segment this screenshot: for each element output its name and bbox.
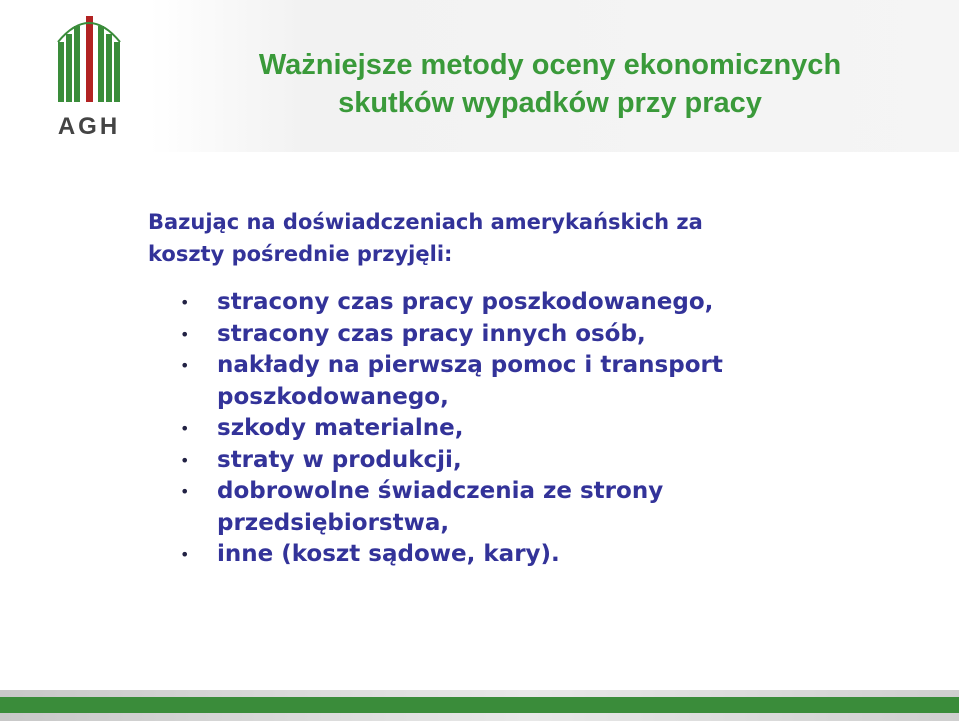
bullet-list [178,287,938,571]
bullet-dot-icon: • [180,545,190,564]
bullet-item [178,476,938,539]
slide-title-line-1: Ważniejsze metody oceny ekonomicznych [258,49,842,81]
bullet-text-line: poszkodowanego, [217,383,449,410]
bullet-text-line: stracony czas pracy innych osób, [217,320,646,347]
bullet-dot-icon: • [180,419,190,438]
bullet-item [178,539,938,571]
bullet-text-line: inne (koszt sądowe, kary). [217,541,560,567]
bullet-text-line: dobrowolne świadczenia ze strony [217,478,664,504]
bullet-item [178,413,938,445]
bullet-dot-icon: • [180,356,190,375]
bullet-dot-icon: • [180,482,190,501]
footer-bar [0,697,959,713]
intro-line-1: Bazując na doświadczeniach amerykańskich za [148,210,703,234]
bullet-text-line: przedsiębiorstwa, [217,509,450,536]
bullet-text-line: straty w produkcji, [217,446,462,473]
bullet-text-line: nakłady na pierwszą pomoc i transport [217,352,723,378]
bullet-text-line: szkody materialne, [217,415,464,441]
bullet-item [178,350,938,413]
bullet-text-line: stracony czas pracy poszkodowanego, [217,289,714,315]
bullet-dot-icon: • [180,450,190,470]
agh-logo-icon [52,12,132,140]
bullet-dot-icon: • [180,324,190,344]
logo-text: AGH [57,113,121,140]
bullet-dot-icon: • [180,293,190,312]
bullet-item [178,319,938,351]
intro-line-2: koszty pośrednie przyjęli: [148,242,453,266]
slide-title-line-2: skutków wypadków przy pracy [338,87,762,119]
bullet-item [178,445,938,477]
slide-title [150,46,950,122]
intro-text [148,206,938,270]
bullet-item [178,287,938,319]
